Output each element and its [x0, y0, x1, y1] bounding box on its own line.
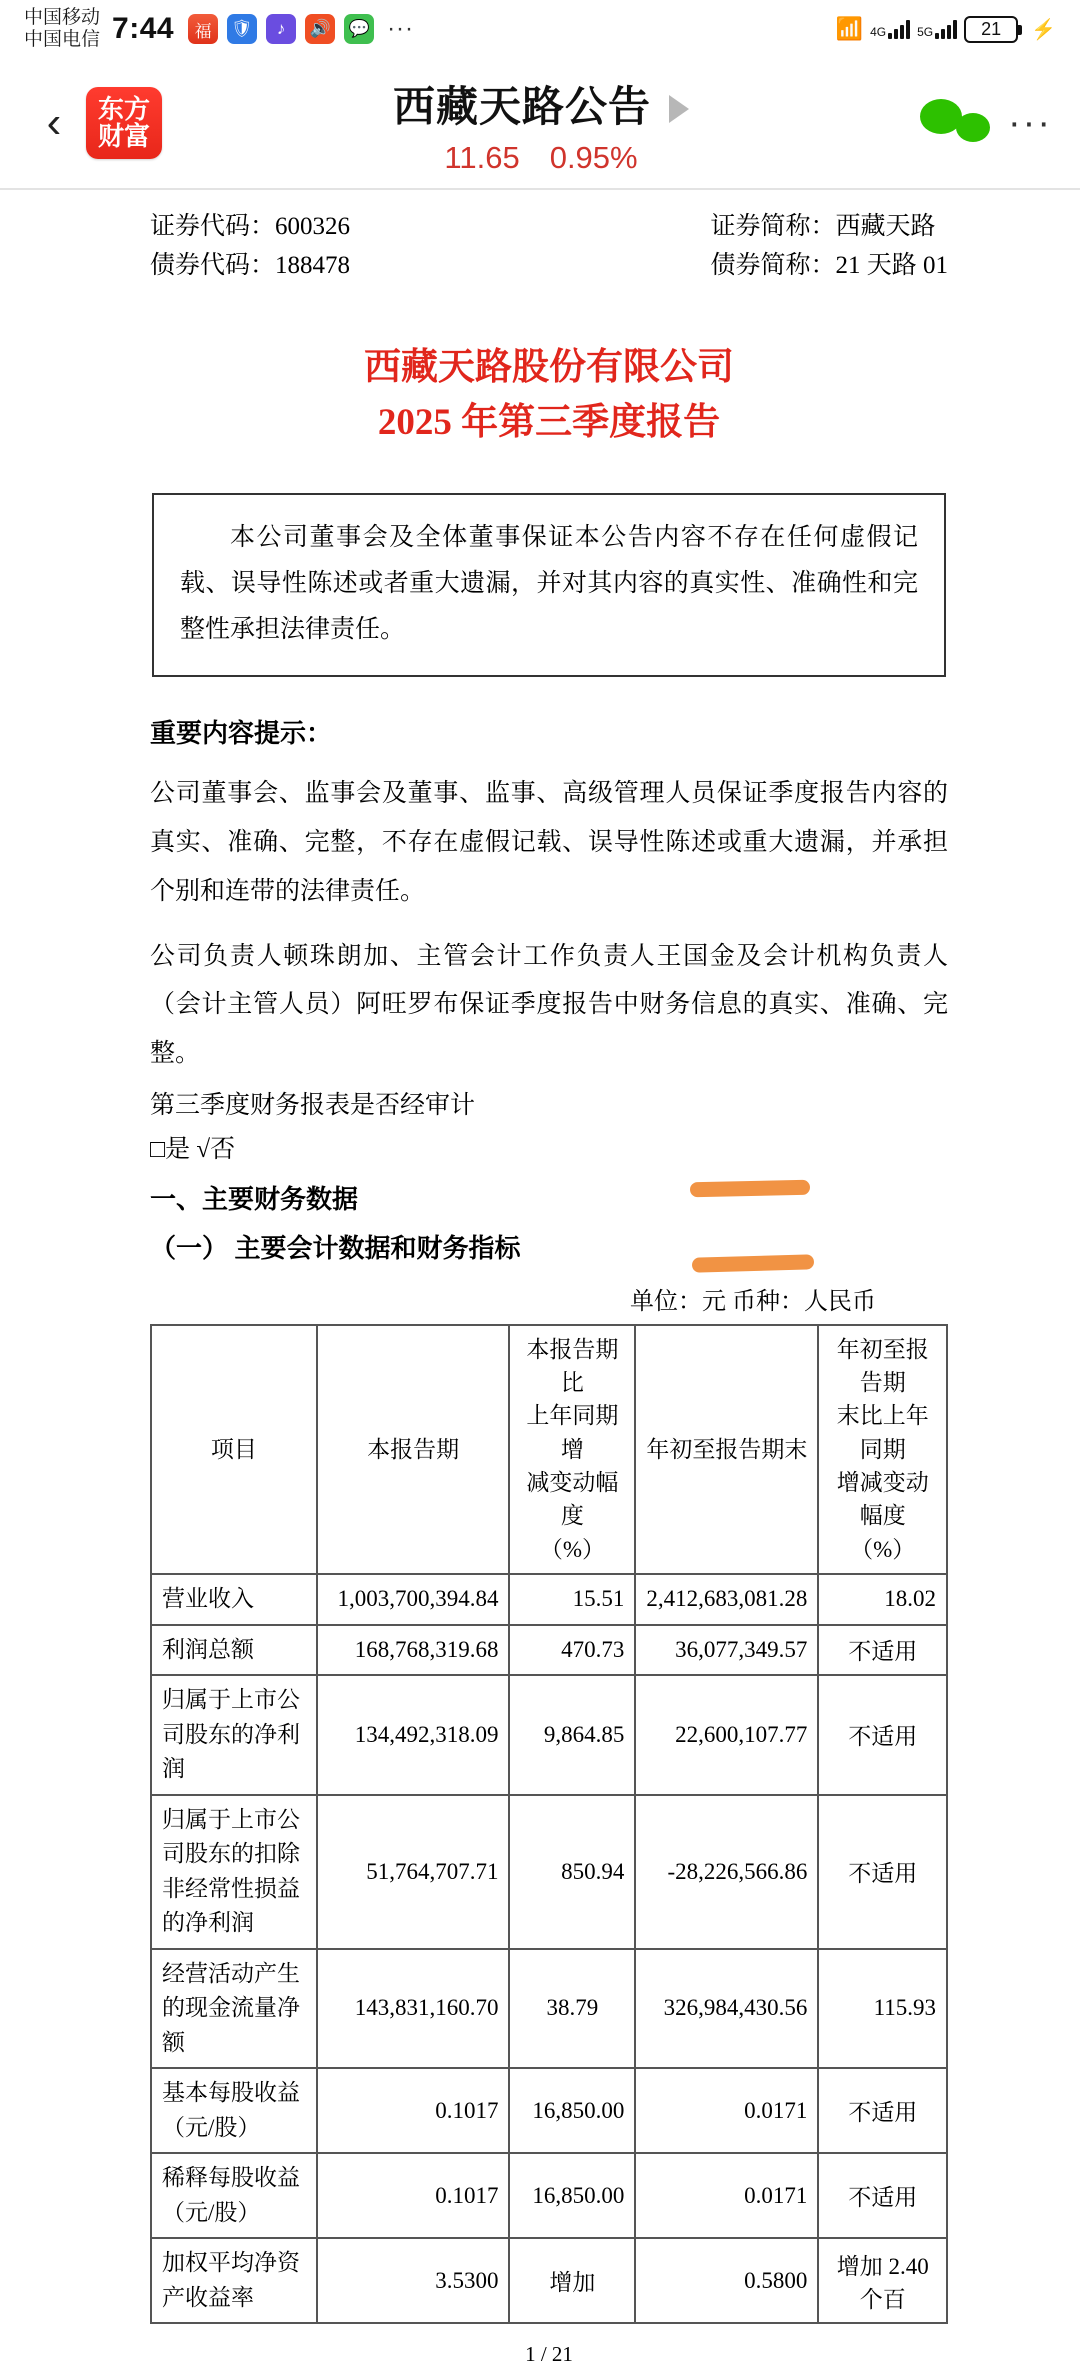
row-change: 增加: [509, 2238, 635, 2323]
wechat-icon: 💬: [344, 14, 374, 44]
row-ytd: 0.0171: [635, 2153, 818, 2238]
col-header-change-l3: 减变动幅度: [526, 1470, 619, 1529]
row-current: 134,492,318.09: [317, 1675, 510, 1795]
music-icon: ♪: [266, 14, 296, 44]
security-code: 证券代码：600326: [150, 213, 351, 240]
table-row: [151, 1795, 947, 1949]
network-4g: [870, 19, 910, 39]
eastmoney-logo[interactable]: [86, 87, 162, 159]
code-row: [150, 208, 948, 286]
col-header-ytd: 年初至报告期末: [635, 1325, 818, 1574]
megaphone-icon: 🔊: [305, 14, 335, 44]
row-ytd-change: 不适用: [818, 1675, 947, 1795]
table-row: [151, 2238, 947, 2323]
page-number: 1 / 21: [525, 2342, 573, 2367]
board-statement-box: [152, 493, 946, 678]
net-4g-label: 4G: [870, 25, 887, 39]
signal-bars-1-icon: [888, 19, 910, 39]
row-change: 16,850.00: [509, 2068, 635, 2153]
row-ytd-change: 不适用: [818, 1795, 947, 1949]
row-current: 168,768,319.68: [317, 1625, 510, 1676]
table-row: [151, 2153, 947, 2238]
col-header-change-l2: 上年同期增: [526, 1403, 619, 1462]
important-para-2: 公司负责人顿珠朗加、主管会计工作负责人王国金及会计机构负责人（会计主管人员）阿旺罗布保证季度报告中财务信息的真实、准确、完整。: [150, 942, 948, 1067]
row-ytd: 22,600,107.77: [635, 1675, 818, 1795]
col-header-current: 本报告期: [317, 1325, 510, 1574]
table-row: [151, 1625, 947, 1676]
row-change: 850.94: [509, 1795, 635, 1949]
row-item: 归属于上市公司股东的扣除非经常性损益的净利润: [151, 1795, 317, 1949]
row-ytd-change: 不适用: [818, 2068, 947, 2153]
row-ytd: -28,226,566.86: [635, 1795, 818, 1949]
row-current: 143,831,160.70: [317, 1949, 510, 2069]
important-notice-label: 重要内容提示：: [150, 719, 333, 749]
col-header-ytdchg-l4: （%）: [850, 1536, 916, 1562]
row-ytd-change: 115.93: [818, 1949, 947, 2069]
table-row: [151, 1949, 947, 2069]
row-item: 归属于上市公司股东的净利润: [151, 1675, 317, 1795]
battery-indicator: 21: [964, 16, 1018, 43]
clock: 7:44: [112, 12, 175, 45]
col-header-change-l1: 本报告期比: [526, 1336, 619, 1396]
row-item: 营业收入: [151, 1574, 317, 1625]
row-ytd-change: 18.02: [818, 1574, 947, 1625]
title-block: [162, 74, 920, 176]
page-title: 西藏天路公告: [393, 83, 652, 130]
report-title-line-1: 西藏天路股份有限公司: [364, 346, 734, 388]
row-change: 470.73: [509, 1625, 635, 1676]
row-current: 0.1017: [317, 2068, 510, 2153]
report-title: [150, 340, 948, 451]
signal-bars-2-icon: [935, 19, 957, 39]
row-item: 利润总额: [151, 1625, 317, 1676]
section-heading-2: （一） 主要会计数据和财务指标: [150, 1233, 521, 1263]
row-current: 3.5300: [317, 2238, 510, 2323]
wifi-icon: 📶: [835, 16, 864, 41]
row-ytd-change: 不适用: [818, 1625, 947, 1676]
shield-icon: 🛡: [227, 14, 257, 44]
charging-bolt-icon: ⚡: [1031, 18, 1056, 41]
carrier-line-1: 中国移动: [24, 7, 101, 29]
row-ytd: 2,412,683,081.28: [635, 1574, 818, 1625]
row-current: 0.1017: [317, 2153, 510, 2238]
logo-line-1: 东方: [97, 93, 150, 124]
row-change: 9,864.85: [509, 1675, 635, 1795]
table-row: [151, 1675, 947, 1795]
table-row: [151, 2068, 947, 2153]
col-header-ytd-change: [818, 1325, 947, 1574]
carrier-line-2: 中国电信: [24, 29, 101, 50]
app-bar: [0, 58, 1080, 188]
network-5g: [917, 19, 957, 39]
row-ytd: 0.0171: [635, 2068, 818, 2153]
table-unit-line: 单位：元 币种：人民币: [630, 1288, 876, 1315]
row-change: 16,850.00: [509, 2153, 635, 2238]
row-change: 38.79: [509, 1949, 635, 2069]
row-ytd-change: 不适用: [818, 2153, 947, 2238]
col-header-ytdchg-l2: 末比上年同期: [836, 1403, 929, 1462]
row-ytd: 0.5800: [635, 2238, 818, 2323]
stock-change: 0.95%: [549, 140, 638, 175]
report-title-line-2: 2025 年第三季度报告: [377, 402, 721, 443]
col-header-ytdchg-l3: 增减变动幅度: [836, 1470, 929, 1529]
quote-row[interactable]: [162, 140, 920, 176]
status-overflow-icon: ···: [387, 15, 415, 42]
more-options-button[interactable]: ···: [1008, 101, 1052, 144]
net-5g-label: 5G: [917, 25, 934, 39]
wechat-bubble-small: [956, 113, 990, 142]
wechat-share-icon[interactable]: [920, 95, 990, 151]
important-para-1: 公司董事会、监事会及董事、监事、高级管理人员保证季度报告内容的真实、准确、完整，不存在虚假记载、误导性陈述或重大遗漏，并承担个别和连带的法律责任。: [150, 780, 948, 905]
back-button[interactable]: ‹: [46, 98, 62, 147]
row-item: 稀释每股收益（元/股）: [151, 2153, 317, 2238]
red-app-icon: 福: [188, 14, 218, 44]
audit-question: 第三季度财务报表是否经审计: [150, 1091, 476, 1119]
document-body: [0, 190, 1080, 2367]
title-row: [162, 74, 920, 134]
status-app-icons: [188, 14, 414, 44]
status-bar: [0, 0, 1080, 58]
col-header-change: [509, 1325, 635, 1574]
row-ytd-change: 增加 2.40 个百: [818, 2238, 947, 2323]
col-header-item: 项目: [151, 1325, 317, 1574]
play-triangle-icon[interactable]: [669, 95, 689, 123]
table-row: [151, 1574, 947, 1625]
row-ytd: 36,077,349.57: [635, 1625, 818, 1676]
financial-table-head: [151, 1325, 947, 1574]
section-heading-1: 一、主要财务数据: [150, 1184, 359, 1214]
audit-answer: □是 √否: [150, 1135, 236, 1163]
row-current: 1,003,700,394.84: [317, 1574, 510, 1625]
row-ytd: 326,984,430.56: [635, 1949, 818, 2069]
bond-code: 债券代码：188478: [150, 251, 351, 279]
col-header-change-l4: （%）: [539, 1536, 605, 1562]
logo-line-2: 财富: [97, 121, 150, 151]
row-item: 加权平均净资产收益率: [151, 2238, 317, 2323]
financial-table-body: [151, 1574, 947, 2323]
row-change: 15.51: [509, 1574, 635, 1625]
row-item: 经营活动产生的现金流量净额: [151, 1949, 317, 2069]
code-right: [710, 208, 948, 286]
code-left: [150, 208, 350, 286]
table-header-row: [151, 1325, 947, 1574]
row-current: 51,764,707.71: [317, 1795, 510, 1949]
financial-table: [150, 1324, 948, 2324]
carrier-label: [24, 7, 100, 51]
col-header-ytdchg-l1: 年初至报告期: [836, 1336, 929, 1396]
status-right-cluster: [836, 16, 1056, 43]
row-item: 基本每股收益（元/股）: [151, 2068, 317, 2153]
security-name: 证券简称：西藏天路: [710, 213, 936, 240]
bond-name: 债券简称：21 天路 01: [710, 251, 948, 279]
stock-price: 11.65: [444, 140, 520, 175]
board-statement-text: 本公司董事会及全体董事保证本公告内容不存在任何虚假记载、误导性陈述或者重大遗漏，并对其内容的真实性、准确性和完整性承担法律责任。: [180, 523, 918, 643]
